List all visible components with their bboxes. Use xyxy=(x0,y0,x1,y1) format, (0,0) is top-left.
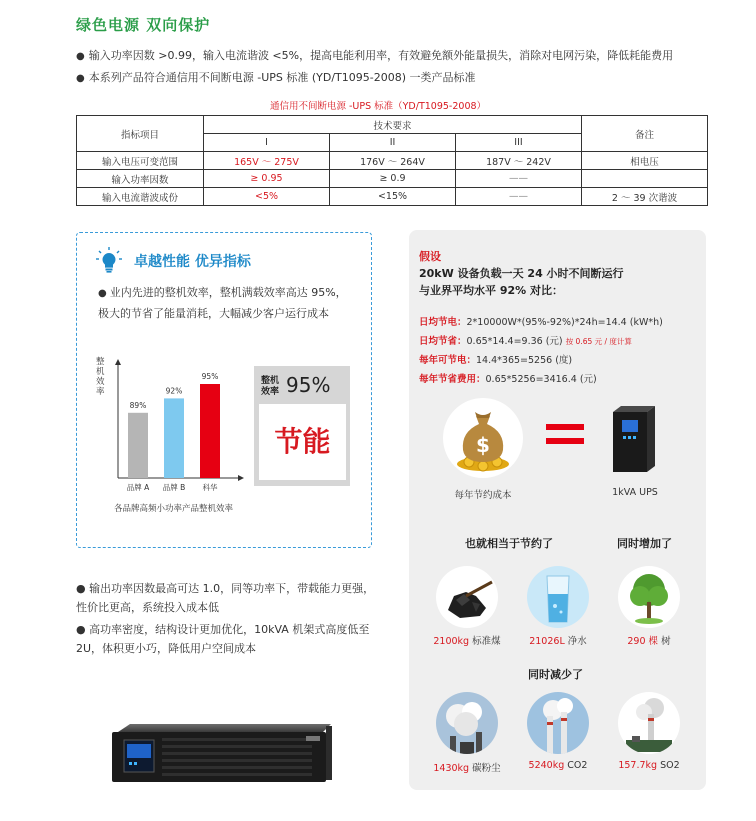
dust-value: 1430kg xyxy=(433,763,470,774)
dust-caption xyxy=(430,760,504,774)
tower-ups-image xyxy=(609,404,657,474)
yearly-power-line xyxy=(419,352,572,366)
reduced-heading: 同时减少了 xyxy=(528,668,583,681)
chart-x-arrow xyxy=(238,475,244,481)
badge-label xyxy=(261,376,279,398)
bullet-text: 输出功率因数最高可达 1.0，同等功率下，带载能力更强，性价比更高，系统投入成本低 xyxy=(76,582,375,614)
performance-title: 卓越性能 优异指标 xyxy=(134,254,251,270)
table-cell: —— xyxy=(456,170,582,188)
tree-label: 树 xyxy=(661,636,671,647)
table-cell: 输入电压可变范围 xyxy=(77,152,204,170)
table-cell: ≥ 0.9 xyxy=(330,170,456,188)
table-level: III xyxy=(456,134,582,152)
table-caption: 通信用不间断电源 -UPS 标准（YD/T1095-2008） xyxy=(269,101,487,112)
dust-label: 碳粉尘 xyxy=(472,763,501,774)
coal-image xyxy=(436,566,498,628)
co2-label: CO2 xyxy=(567,760,588,771)
badge-label-line: 整机 xyxy=(261,376,280,386)
line-label: 每年可节电： xyxy=(419,355,477,366)
table-header-note: 备注 xyxy=(582,116,708,152)
table-header-item: 指标项目 xyxy=(77,116,204,152)
table-cell: 176V ～ 264V xyxy=(330,152,456,170)
line-value: 0.65*14.4=9.36 (元) xyxy=(466,336,563,347)
table-cell xyxy=(582,170,708,188)
dust-image xyxy=(436,692,498,754)
line-value: 0.65*5256=3416.4 (元) xyxy=(485,374,597,385)
money-bag-image xyxy=(443,398,523,478)
table-cell: 187V ～ 242V xyxy=(456,152,582,170)
chart-data-label: 89% xyxy=(129,400,147,410)
table-header-tech: 技术要求 xyxy=(204,116,582,134)
chart-ylabel: 整机效率 xyxy=(96,357,105,397)
tree-caption xyxy=(612,633,686,647)
yearly-money-line xyxy=(419,371,597,385)
table-cell: ≥ 0.95 xyxy=(204,170,330,188)
table-level: II xyxy=(330,134,456,152)
coal-value: 2100kg xyxy=(433,636,470,647)
coal-label: 标准煤 xyxy=(472,636,501,647)
bullet-power-factor: ● 输入功率因数 >0.99，输入电流谐波 <5%，提高电能利用率，有效避免额外能量损失，消除对电网污染，降低耗能费用 xyxy=(76,47,673,63)
table-level: I xyxy=(204,134,330,152)
bullet-text: 高功率密度，结构设计更加优化，10kVA 机架式高度低至 2U，体积更小巧，降低用户空间成本 xyxy=(76,623,370,655)
efficiency-chart xyxy=(106,352,246,498)
chart-bar xyxy=(164,398,184,478)
added-heading: 同时增加了 xyxy=(617,537,672,550)
chart-bar xyxy=(200,384,220,478)
table-cell: 输入电流谐波成份 xyxy=(77,188,204,206)
coal-caption xyxy=(430,633,504,647)
table-row xyxy=(77,152,708,170)
badge-value: 95% xyxy=(286,373,331,397)
table-cell: 输入功率因数 xyxy=(77,170,204,188)
equals-icon xyxy=(546,424,584,430)
line-label: 每年节省费用： xyxy=(419,374,486,385)
bullet-output-pf: ● 输出功率因数最高可达 1.0，同等功率下，带载能力更强，性价比更高，系统投入成本低 xyxy=(76,582,375,614)
water-caption xyxy=(521,633,595,647)
so2-value: 157.7kg xyxy=(618,760,658,771)
spec-table xyxy=(76,115,708,206)
line-value: 14.4*365=5256 (度) xyxy=(476,355,573,366)
chart-y-arrow xyxy=(115,359,121,365)
tree-value: 290 棵 xyxy=(627,636,659,647)
chart-bar xyxy=(128,413,148,478)
line-value: 2*10000W*(95%-92%)*24h=14.4 (kW*h) xyxy=(466,317,663,328)
table-row xyxy=(77,188,708,206)
chart-data-label: 92% xyxy=(165,386,183,396)
bullet-density: ● 高功率密度，结构设计更加优化，10kVA 机架式高度低至 2U，体积更小巧，降低用户空间成本 xyxy=(76,623,370,655)
co2-caption xyxy=(521,760,595,771)
line-label: 日均节电： xyxy=(419,317,467,328)
savings-heading-line: 20kW 设备负载一天 24 小时不间断运行 xyxy=(419,267,624,280)
table-cell: 2 ～ 39 次谐波 xyxy=(582,188,708,206)
svg-text:$: $ xyxy=(476,433,490,457)
water-value: 21026L xyxy=(529,636,565,647)
table-row xyxy=(77,170,708,188)
lightbulb-icon xyxy=(95,246,123,274)
tree-image xyxy=(618,566,680,628)
so2-image xyxy=(618,692,680,754)
co2-value: 5240kg xyxy=(528,760,565,771)
water-image xyxy=(527,566,589,628)
table-cell: 165V ～ 275V xyxy=(204,152,330,170)
chart-data-label: 95% xyxy=(201,372,219,381)
performance-text: ● 业内先进的整机效率，整机满载效率高达 95%，极大的节省了能量消耗，大幅减少客户运行成本 xyxy=(98,283,356,324)
saved-heading: 也就相当于节约了 xyxy=(465,537,553,550)
section-title: 绿色电源 双向保护 xyxy=(76,16,211,34)
table-cell: —— xyxy=(456,188,582,206)
table-cell: <15% xyxy=(330,188,456,206)
tower-ups-caption: 1kVA UPS xyxy=(612,487,658,498)
so2-label: SO2 xyxy=(660,760,680,771)
savings-heading-line: 假设 xyxy=(419,250,441,263)
chart-category-label: 品牌 B xyxy=(162,483,186,492)
savings-heading-line: 与业界平均水平 92% 对比： xyxy=(419,284,563,297)
chart-category-label: 品牌 A xyxy=(126,483,150,492)
daily-power-line xyxy=(419,314,663,328)
badge-label-line: 效率 xyxy=(261,387,280,397)
rack-ups-image xyxy=(108,720,333,786)
chart-category-label: 科华 xyxy=(202,483,218,492)
chart-caption: 各品牌高频小功率产品整机效率 xyxy=(114,504,234,514)
daily-money-line xyxy=(419,333,632,347)
table-cell: 相电压 xyxy=(582,152,708,170)
savings-heading xyxy=(419,248,624,299)
badge-word: 节能 xyxy=(274,425,331,458)
co2-image xyxy=(527,692,589,754)
table-cell: <5% xyxy=(204,188,330,206)
money-bag-caption: 每年节约成本 xyxy=(454,490,512,501)
line-note: 按 0.65 元 / 度计算 xyxy=(565,337,632,346)
bullet-standard: ● 本系列产品符合通信用不间断电源 -UPS 标准 (YD/T1095-2008) 一类产品标准 xyxy=(76,69,476,85)
so2-caption xyxy=(612,760,686,771)
line-label: 日均节省： xyxy=(419,336,467,347)
water-label: 净水 xyxy=(567,636,587,647)
